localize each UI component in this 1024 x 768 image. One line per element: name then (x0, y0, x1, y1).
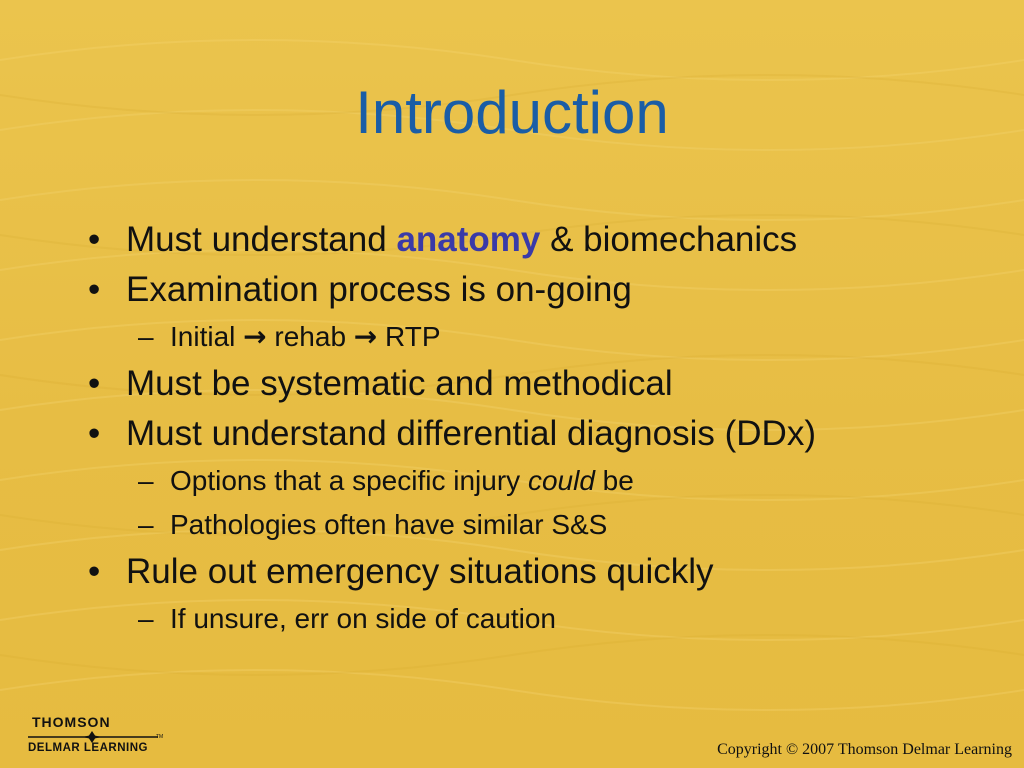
bullet-text: rehab (266, 321, 354, 352)
bullet-text: Must understand (126, 220, 397, 259)
bullet-text: Pathologies often have similar S&S (170, 509, 608, 540)
logo-trademark: TM (156, 734, 164, 740)
slide-title: Introduction (355, 79, 669, 146)
bullet-marker: • (88, 414, 101, 453)
thomson-delmar-logo (28, 712, 168, 760)
logo-bottom-text: DELMAR LEARNING (28, 742, 148, 754)
bullet-item (88, 362, 988, 406)
bullet-item (88, 268, 988, 312)
bullet-item (88, 550, 988, 594)
emphasized-text: anatomy (396, 220, 541, 259)
bullet-text: Initial (170, 321, 244, 352)
bullet-text: Examination process is on-going (126, 270, 632, 309)
bullet-text: Must understand differential diagnosis (DDx) (126, 414, 816, 453)
bullet-marker: • (88, 220, 101, 259)
sub-bullet-item (138, 600, 988, 638)
sub-bullet-marker: – (138, 465, 154, 496)
bullet-marker: • (88, 270, 101, 309)
sub-bullet-marker: – (138, 509, 154, 540)
bullet-list (88, 218, 988, 644)
sub-bullet-item (138, 318, 988, 356)
sub-bullet-marker: – (138, 321, 154, 352)
bullet-text: Rule out emergency situations quickly (126, 552, 714, 591)
logo-top-text: THOMSON (32, 714, 111, 730)
bullet-text: If unsure, err on side of caution (170, 603, 556, 634)
sub-bullet-marker: – (138, 603, 154, 634)
bullet-text: Options that a specific injury (170, 465, 528, 496)
bullet-item (88, 412, 988, 456)
bullet-text: & biomechanics (540, 220, 798, 259)
copyright-notice: Copyright © 2007 Thomson Delmar Learning (717, 741, 1012, 758)
bullet-marker: • (88, 552, 101, 591)
bullet-text: Must be systematic and methodical (126, 364, 673, 403)
arrow-right-icon: → (243, 320, 267, 353)
italic-text: could (527, 465, 595, 496)
sub-bullet-item (138, 506, 988, 544)
arrow-right-icon: → (353, 320, 378, 353)
bullet-marker: • (88, 364, 101, 403)
bullet-item (88, 218, 988, 262)
sub-bullet-item (138, 462, 988, 500)
bullet-text: be (594, 465, 634, 496)
bullet-text: RTP (377, 321, 441, 352)
